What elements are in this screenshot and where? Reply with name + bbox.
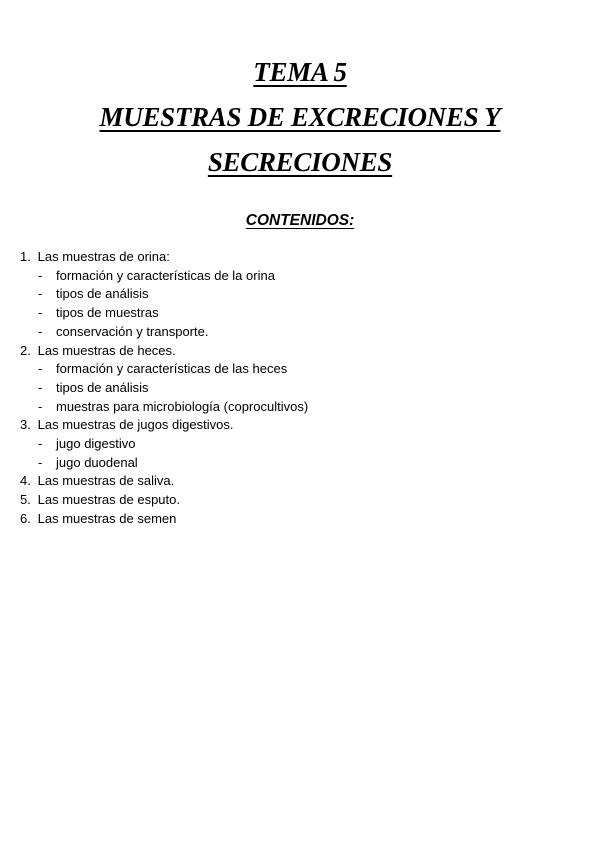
dash-bullet: - — [38, 454, 43, 470]
sublist-item — [20, 285, 308, 304]
item-number: 1. — [20, 249, 31, 264]
title-block — [0, 50, 600, 185]
item-text: Las muestras de jugos digestivos. — [37, 417, 234, 433]
item-number: 2. — [20, 342, 31, 358]
sublist — [20, 435, 308, 472]
item-number: 5. — [20, 492, 31, 508]
item-text: Las muestras de heces. — [37, 342, 176, 358]
dash-bullet: - — [38, 361, 43, 377]
subitem-text: jugo duodenal — [56, 454, 138, 470]
dash-bullet: - — [38, 305, 43, 321]
sublist-item — [20, 379, 308, 398]
item-text: Las muestras de orina: — [37, 249, 170, 264]
dash-bullet: - — [38, 323, 43, 339]
list-item — [20, 491, 308, 510]
sublist-item — [20, 360, 308, 379]
dash-bullet: - — [38, 398, 43, 414]
item-number: 3. — [20, 417, 31, 433]
item-text: Las muestras de esputo. — [37, 492, 180, 508]
dash-bullet: - — [38, 286, 43, 302]
subitem-text: formación y características de las heces — [56, 361, 288, 377]
dash-bullet: - — [38, 379, 43, 395]
title-topic-number: TEMA 5 — [253, 57, 347, 87]
sublist — [20, 267, 308, 342]
sublist — [20, 360, 308, 416]
item-number: 6. — [20, 510, 31, 526]
list-item — [20, 472, 308, 491]
sublist-item — [20, 398, 308, 417]
item-number: 4. — [20, 473, 31, 489]
item-text: Las muestras de semen — [37, 510, 177, 526]
subitem-text: jugo digestivo — [56, 436, 136, 452]
subitem-text: formación y características de la orina — [56, 267, 275, 283]
sublist-item — [20, 435, 308, 454]
sublist-item — [20, 454, 308, 473]
list-item — [20, 416, 308, 472]
sublist-item — [20, 304, 308, 323]
dash-bullet: - — [38, 267, 43, 283]
item-text: Las muestras de saliva. — [37, 473, 175, 489]
list-item — [20, 510, 308, 529]
subitem-text: tipos de análisis — [56, 286, 149, 302]
title-line-main: MUESTRAS DE EXCRECIONES Y — [99, 102, 501, 132]
sublist-item — [20, 323, 308, 342]
title-line-continued: SECRECIONES — [207, 147, 393, 177]
subitem-text: conservación y transporte. — [56, 323, 209, 339]
dash-bullet: - — [38, 436, 43, 452]
list-item — [20, 248, 308, 342]
contents-heading: CONTENIDOS: — [245, 212, 355, 229]
subitem-text: tipos de análisis — [56, 379, 149, 395]
list-item — [20, 342, 308, 417]
sublist-item — [20, 267, 308, 286]
contents-list — [20, 248, 308, 529]
subitem-text: tipos de muestras — [56, 305, 159, 321]
subitem-text: muestras para microbiología (coprocultivos) — [56, 398, 309, 414]
